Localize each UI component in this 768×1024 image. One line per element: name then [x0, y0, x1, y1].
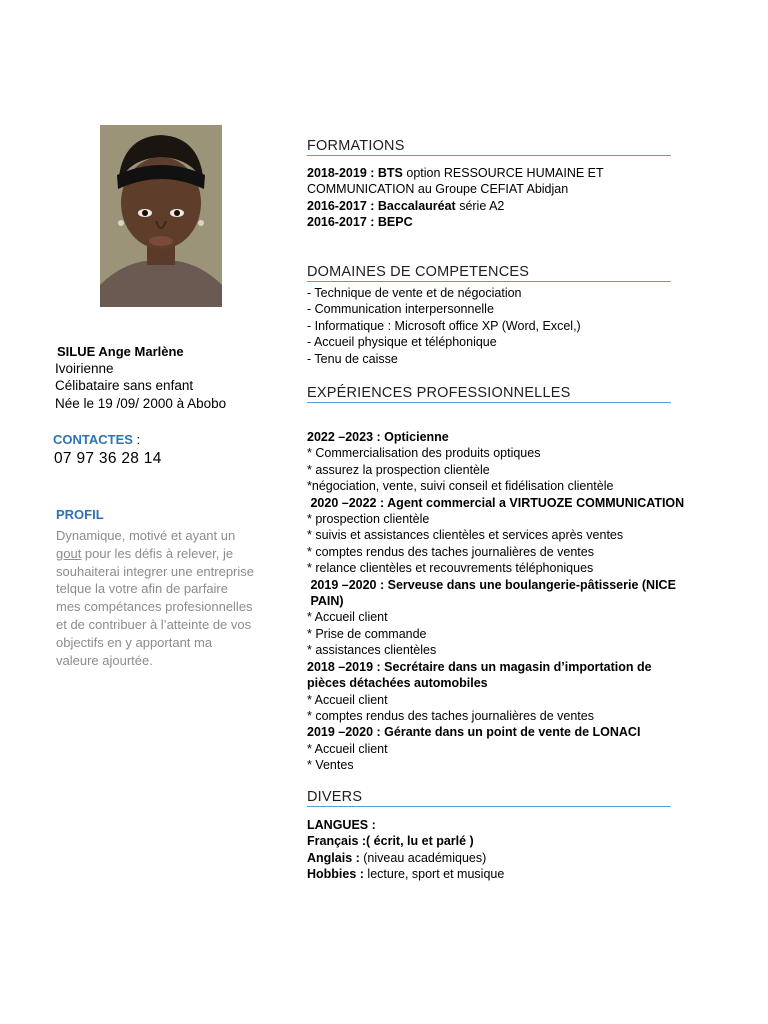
formations-list: [307, 165, 604, 231]
competence-item: - Communication interpersonnelle: [307, 302, 494, 317]
hobbies-label: Hobbies :: [307, 867, 364, 882]
anglais-line: [307, 850, 504, 866]
contacts-heading: [53, 432, 140, 447]
formation-line-1-bold: 2018-2019 : BTS: [307, 166, 403, 180]
formation-line-4-bold: 2016-2017 : BEPC: [307, 215, 413, 230]
hobbies-line: [307, 866, 504, 882]
competences-heading: DOMAINES DE COMPETENCES: [307, 264, 671, 282]
profil-text-part2: pour les défis à relever, je souhaiterai integrer une entreprise telque la votre afin de parfaire mes compétances profesionnelles et de contribuer à l’atteinte de vos objectifs en y apportant ma valeure ajourtée.: [56, 545, 255, 668]
formation-line-3: [307, 198, 604, 214]
experience-detail: * Commercialisation des produits optiques: [307, 446, 541, 461]
experience-title: 2018 –2019 : Secrétaire dans un magasin d’importation de: [307, 659, 652, 674]
contacts-colon: :: [132, 432, 141, 447]
formation-line-3-bold: 2016-2017 : Baccalauréat: [307, 198, 456, 213]
anglais-value: (niveau académiques): [359, 850, 487, 865]
full-name: SILUE Ange Marlène: [57, 344, 184, 359]
marital-status: Célibataire sans enfant: [55, 378, 194, 393]
experience-detail: * assistances clientèles: [307, 643, 437, 658]
langues-label-text: LANGUES :: [307, 818, 376, 832]
experience-detail: * comptes rendus des taches journalières de ventes: [307, 544, 594, 559]
experiences-list: [307, 429, 684, 774]
francais-line: [307, 833, 504, 849]
formation-line-1: [307, 165, 604, 181]
formation-line-3-rest: série A2: [455, 198, 505, 213]
profil-text-part1: Dynamique, motivé et ayant un: [56, 528, 236, 543]
competence-item: - Accueil physique et téléphonique: [307, 335, 497, 350]
experience-detail: * Prise de commande: [307, 626, 427, 641]
experience-title: 2019 –2020 : Gérante dans un point de vente de LONACI: [307, 725, 641, 740]
hobbies-value: lecture, sport et musique: [363, 867, 505, 882]
experience-detail: * relance clientèles et recouvrements téléphoniques: [307, 561, 594, 576]
formations-heading: FORMATIONS: [307, 138, 671, 156]
profil-text: [56, 527, 256, 669]
profile-photo: [100, 125, 222, 307]
competence-item: - Informatique : Microsoft office XP (Word, Excel,): [307, 318, 581, 333]
competences-list: [307, 285, 581, 367]
divers-heading: DIVERS: [307, 789, 671, 807]
experience-title: PAIN): [307, 594, 344, 609]
experience-detail: * prospection clientèle: [307, 512, 430, 527]
formation-line-2: COMMUNICATION au Groupe CEFIAT Abidjan: [307, 182, 569, 197]
langues-label: [307, 817, 504, 833]
experience-detail: * Accueil client: [307, 741, 388, 756]
competence-item: - Tenu de caisse: [307, 351, 398, 366]
experience-title: 2022 –2023 : Opticienne: [307, 430, 449, 444]
formation-line-1-rest: option RESSOURCE HUMAINE ET: [402, 166, 604, 180]
experience-detail: * suivis et assistances clientèles et services après ventes: [307, 528, 624, 543]
competence-item: - Technique de vente et de négociation: [307, 286, 522, 300]
experience-title: 2019 –2020 : Serveuse dans une boulangerie-pâtisserie (NICE: [307, 577, 676, 592]
experience-detail: * Accueil client: [307, 610, 388, 625]
experience-detail: * comptes rendus des taches journalières de ventes: [307, 708, 594, 723]
francais-label: Français :( écrit, lu et parlé ): [307, 834, 474, 849]
profil-text-underlined: gout: [56, 545, 82, 561]
experience-title: 2020 –2022 : Agent commercial a VIRTUOZE COMMUNICATION: [307, 495, 685, 510]
experience-detail: * Ventes: [307, 758, 354, 773]
experience-detail: * Accueil client: [307, 692, 388, 707]
contacts-label: CONTACTES: [53, 432, 133, 447]
birth-info: Née le 19 /09/ 2000 à Abobo: [55, 396, 227, 411]
formation-line-4: [307, 214, 604, 230]
anglais-label: Anglais :: [307, 850, 360, 865]
profil-heading: PROFIL: [56, 507, 104, 522]
experience-title: pièces détachées automobiles: [307, 676, 488, 691]
phone-number: 07 97 36 28 14: [54, 450, 162, 467]
nationality: Ivoirienne: [55, 361, 114, 376]
experiences-heading: EXPÉRIENCES PROFESSIONNELLES: [307, 385, 671, 403]
experience-detail: *négociation, vente, suivi conseil et fidélisation clientèle: [307, 479, 614, 494]
experience-detail: * assurez la prospection clientèle: [307, 462, 490, 477]
divers-list: [307, 817, 504, 883]
